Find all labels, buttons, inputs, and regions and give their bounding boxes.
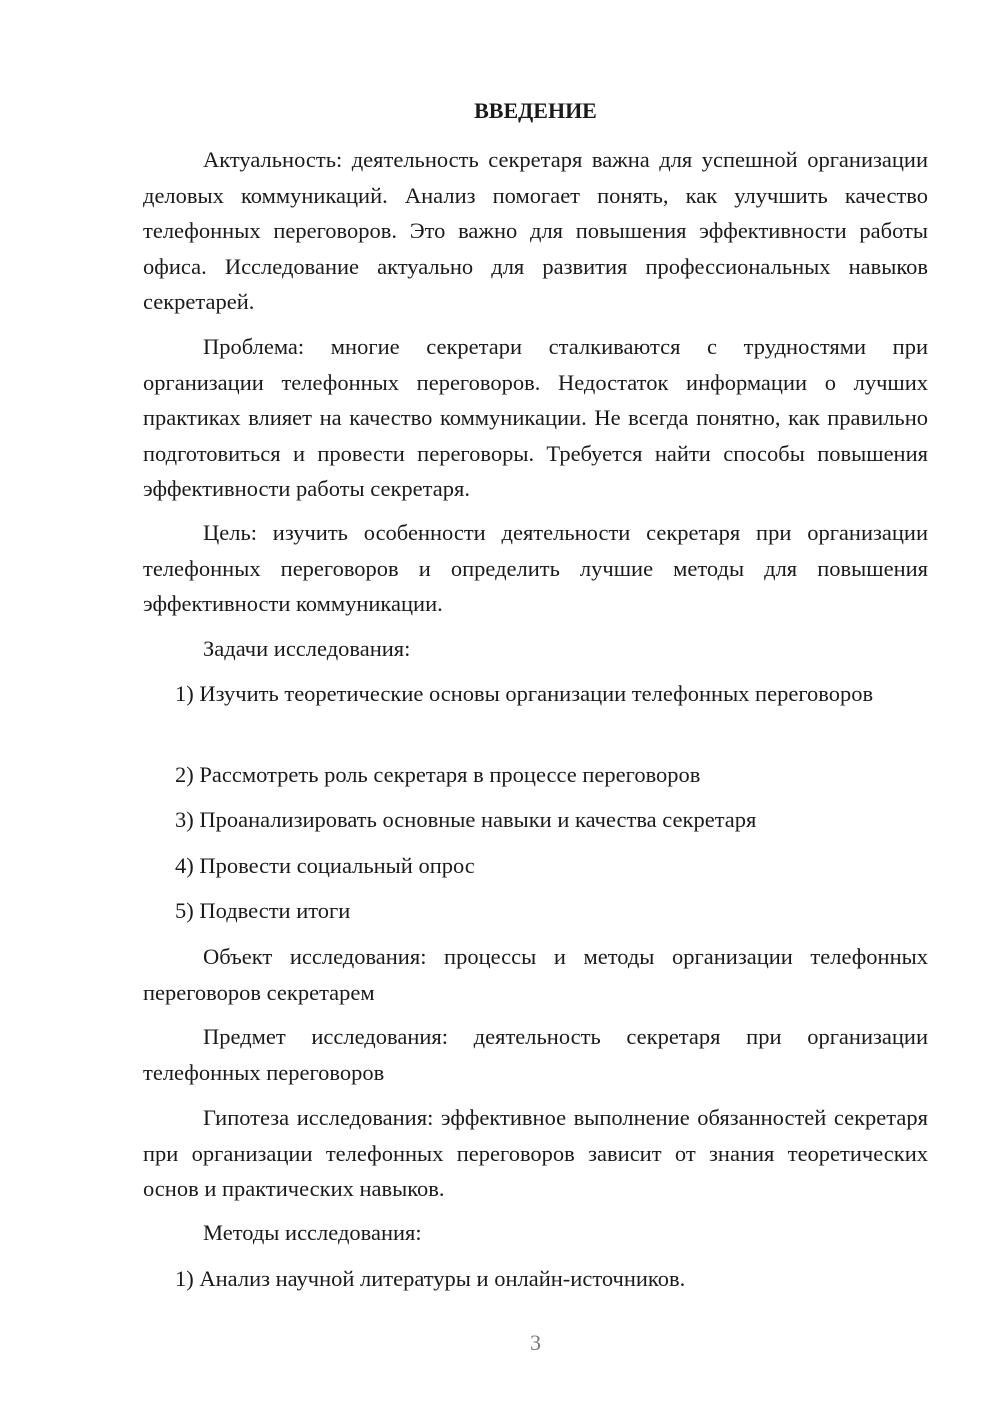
task-item-1: 1) Изучить теоретические основы организации телефонных переговоров: [175, 681, 874, 706]
task-item-4: 4) Провести социальный опрос: [175, 853, 475, 878]
tasks-heading: Задачи исследования:: [203, 636, 411, 661]
hypothesis-paragraph: Гипотеза исследования: эффективное выполнение обязанностей секретаря при организации телефонных переговоров зависит от знания теоретических основ и практических навыков.: [143, 1105, 928, 1201]
task-item-2: 2) Рассмотреть роль секретаря в процессе переговоров: [175, 762, 701, 787]
problem-paragraph: Проблема: многие секретари сталкиваются с трудностями при организации телефонных переговоров. Недостаток информации о лучших практиках влияет на качество коммуникации. Не всегда понятно, как правильно подготовиться и провести переговоры. Требуется найти способы повышения эффективности работы секретаря.: [143, 334, 928, 501]
object-paragraph: Объект исследования: процессы и методы организации телефонных переговоров секретарем: [143, 944, 928, 1005]
page-number: 3: [530, 1330, 541, 1355]
methods-heading: Методы исследования:: [203, 1220, 422, 1245]
method-item-1: 1) Анализ научной литературы и онлайн-источников.: [175, 1266, 686, 1291]
task-item-3: 3) Проанализировать основные навыки и качества секретаря: [175, 807, 757, 832]
relevance-paragraph: Актуальность: деятельность секретаря важна для успешной организации деловых коммуникаций. Анализ помогает понять, как улучшить качество телефонных переговоров. Это важно для повышения эффективности работы офиса. Исследование актуально для развития профессиональных навыков секретарей.: [143, 147, 928, 314]
subject-paragraph: Предмет исследования: деятельность секретаря при организации телефонных переговоров: [143, 1024, 928, 1085]
goal-paragraph: Цель: изучить особенности деятельности секретаря при организации телефонных переговоров и определить лучшие методы для повышения эффективности коммуникации.: [143, 520, 928, 616]
task-item-5: 5) Подвести итоги: [175, 898, 351, 923]
document-page: [143, 0, 928, 1414]
section-title: ВВЕДЕНИЕ: [474, 98, 597, 123]
